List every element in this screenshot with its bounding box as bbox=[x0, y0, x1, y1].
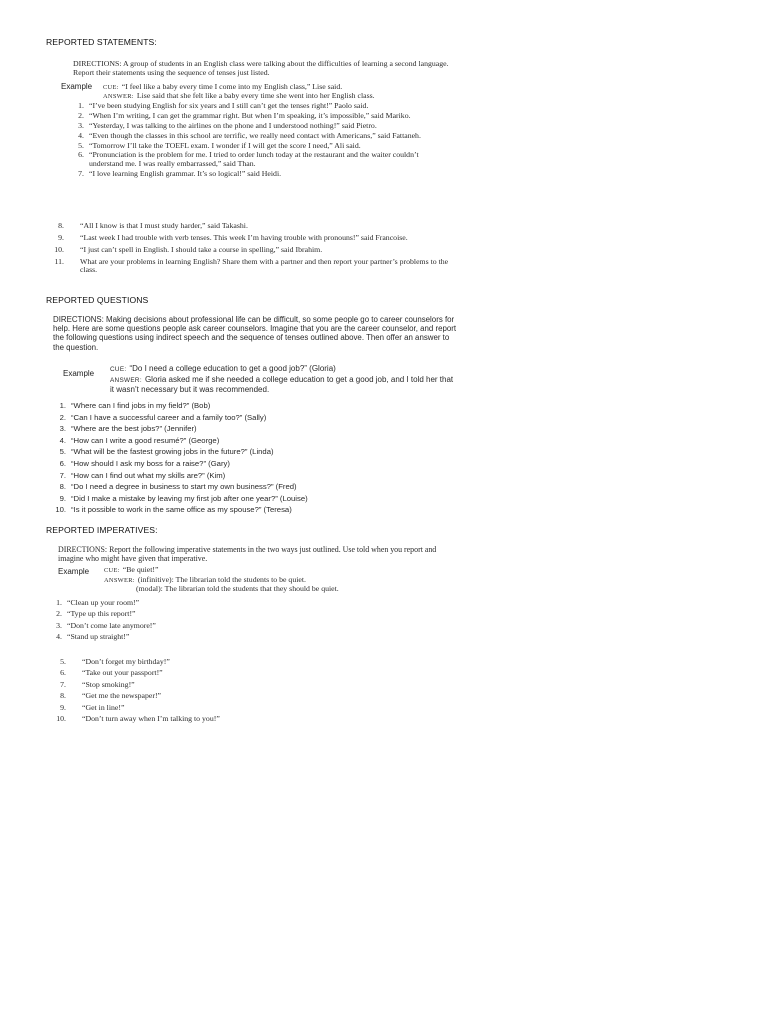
list-item: 9. “Get in line!” bbox=[60, 702, 125, 712]
list-item: 5. “Tomorrow I’ll take the TOEFL exam. I wonder if I will get the score I need,” Ali said. bbox=[78, 140, 361, 150]
cue-text: “I feel like a baby every time I come into my English class,” Lise said. bbox=[121, 82, 343, 91]
list-item: 2. “Type up this report!” bbox=[56, 609, 136, 619]
imperative-list bbox=[48, 597, 348, 643]
list-item: 10. “Is it possible to work in the same office as my spouse?” (Teresa) bbox=[55, 505, 292, 515]
list-item: 2. “Can I have a successful career and a family too?” (Sally) bbox=[59, 412, 267, 422]
answer-text: Lise said that she felt like a baby every time she went into her English class. bbox=[136, 91, 375, 100]
example-answer-modal: (modal): The librarian told the students that they should be quiet. bbox=[136, 584, 339, 593]
cue-text: “Be quiet!” bbox=[122, 565, 159, 574]
list-item: 1. “Where can I find jobs in my field?” (Bob) bbox=[59, 401, 211, 410]
statement-list bbox=[70, 102, 450, 180]
answer-label: ANSWER: bbox=[104, 577, 135, 584]
directions: DIRECTIONS: A group of students in an English class were talking about the difficulties of learning a second language. Report their statements using the sequence of tenses just listed. bbox=[73, 59, 449, 77]
list-item: 9. “Did I make a mistake by leaving my first job after one year?” (Louise) bbox=[59, 493, 308, 503]
list-item: 4. “How can I write a good resumé?” (George) bbox=[59, 435, 220, 445]
directions: DIRECTIONS: Making decisions about professional life can be difficult, so some people go to career counselors for help. Here are some questions people ask career counselors. Imagine that you are the career counselor, and report the following questions using indirect speech and the sequence of tenses outlined above. Then offer an answer to the question. bbox=[53, 315, 457, 352]
answer-text: Gloria asked me if she needed a college education to get a good job, and I told her that it wasn’t necessary but it was recommended. bbox=[110, 375, 454, 395]
list-item: 8. “All I know is that I must study harder,” said Takashi. bbox=[58, 221, 248, 230]
list-item: 1. “Clean up your room!” bbox=[56, 598, 140, 607]
list-item: 2. “When I’m writing, I can get the grammar right. But when I’m speaking, it’s impossible,” said Mariko. bbox=[78, 110, 411, 120]
list-item: 10. “I just can’t spell in English. I should take a course in spelling,” said Ibrahim. bbox=[54, 244, 323, 254]
list-item: 7. “I love learning English grammar. It’s so logical!” said Heidi. bbox=[78, 168, 282, 178]
list-item: 5. “What will be the fastest growing jobs in the future?” (Linda) bbox=[59, 447, 274, 457]
answer-label: ANSWER: bbox=[103, 93, 134, 100]
list-item: 3. “Don’t come late anymore!” bbox=[56, 620, 156, 630]
list-item: 6. “Take out your passport!” bbox=[60, 668, 163, 678]
example-label: Example bbox=[63, 369, 95, 378]
statement-list-continued bbox=[50, 222, 465, 278]
list-item: 11. What are your problems in learning English? Share them with a partner and then report your partner’s problems to the class. bbox=[54, 256, 449, 274]
example-answer bbox=[110, 375, 455, 395]
list-item: 4. “Stand up straight!” bbox=[56, 632, 130, 642]
answer-label: ANSWER: bbox=[110, 377, 142, 384]
list-item: 6. “How should I ask my boss for a raise?” (Gary) bbox=[59, 458, 230, 468]
list-item: 10. “Don’t turn away when I’m talking to you!” bbox=[56, 714, 220, 724]
list-item: 7. “How can I find out what my skills are?” (Kim) bbox=[59, 470, 226, 480]
list-item: 8. “Get me the newspaper!” bbox=[60, 691, 162, 701]
list-item: 3. “Yesterday, I was talking to the airlines on the phone and I understood nothing!” said Pietro. bbox=[78, 120, 377, 130]
list-item: 4. “Even though the classes in this school are terrific, we really need contact with Americans,” said Fattaneh. bbox=[78, 130, 421, 140]
cue-label: CUE: bbox=[110, 366, 127, 373]
imperative-list-continued bbox=[52, 656, 352, 724]
list-item: 3. “Where are the best jobs?” (Jennifer) bbox=[59, 424, 197, 434]
cue-label: CUE: bbox=[104, 567, 120, 574]
list-item: 6. “Pronunciation is the problem for me. I tried to order lunch today at the restaurant and the waiter couldn’t understand me. I was really embarrassed,” said Than. bbox=[78, 150, 419, 168]
cue-text: “Do I need a college education to get a good job?” (Gloria) bbox=[129, 364, 336, 373]
list-item: 1. “I’ve been studying English for six years and I still can’t get the tenses right!” Paolo said. bbox=[78, 101, 369, 110]
list-item: 5. “Don’t forget my birthday!” bbox=[60, 657, 170, 666]
example-label: Example bbox=[58, 567, 90, 576]
section-heading: REPORTED IMPERATIVES: bbox=[46, 525, 158, 535]
section-heading: REPORTED STATEMENTS: bbox=[46, 37, 157, 47]
list-item: 7. “Stop smoking!” bbox=[60, 679, 135, 689]
list-item: 8. “Do I need a degree in business to start my own business?” (Fred) bbox=[59, 482, 297, 492]
cue-label: CUE: bbox=[103, 84, 119, 91]
directions: DIRECTIONS: Report the following imperative statements in the two ways just outlined. Use told when you report and imagine who might have given that imperative. bbox=[58, 545, 437, 564]
example-label: Example bbox=[61, 82, 93, 91]
example-cue bbox=[110, 365, 460, 375]
section-heading: REPORTED QUESTIONS bbox=[46, 295, 149, 305]
answer-text: (infinitive): The librarian told the students to be quiet. bbox=[137, 575, 306, 584]
question-list bbox=[52, 400, 452, 516]
list-item: 9. “Last week I had trouble with verb tenses. This week I’m having trouble with pronouns!” said Francoise. bbox=[58, 232, 408, 242]
